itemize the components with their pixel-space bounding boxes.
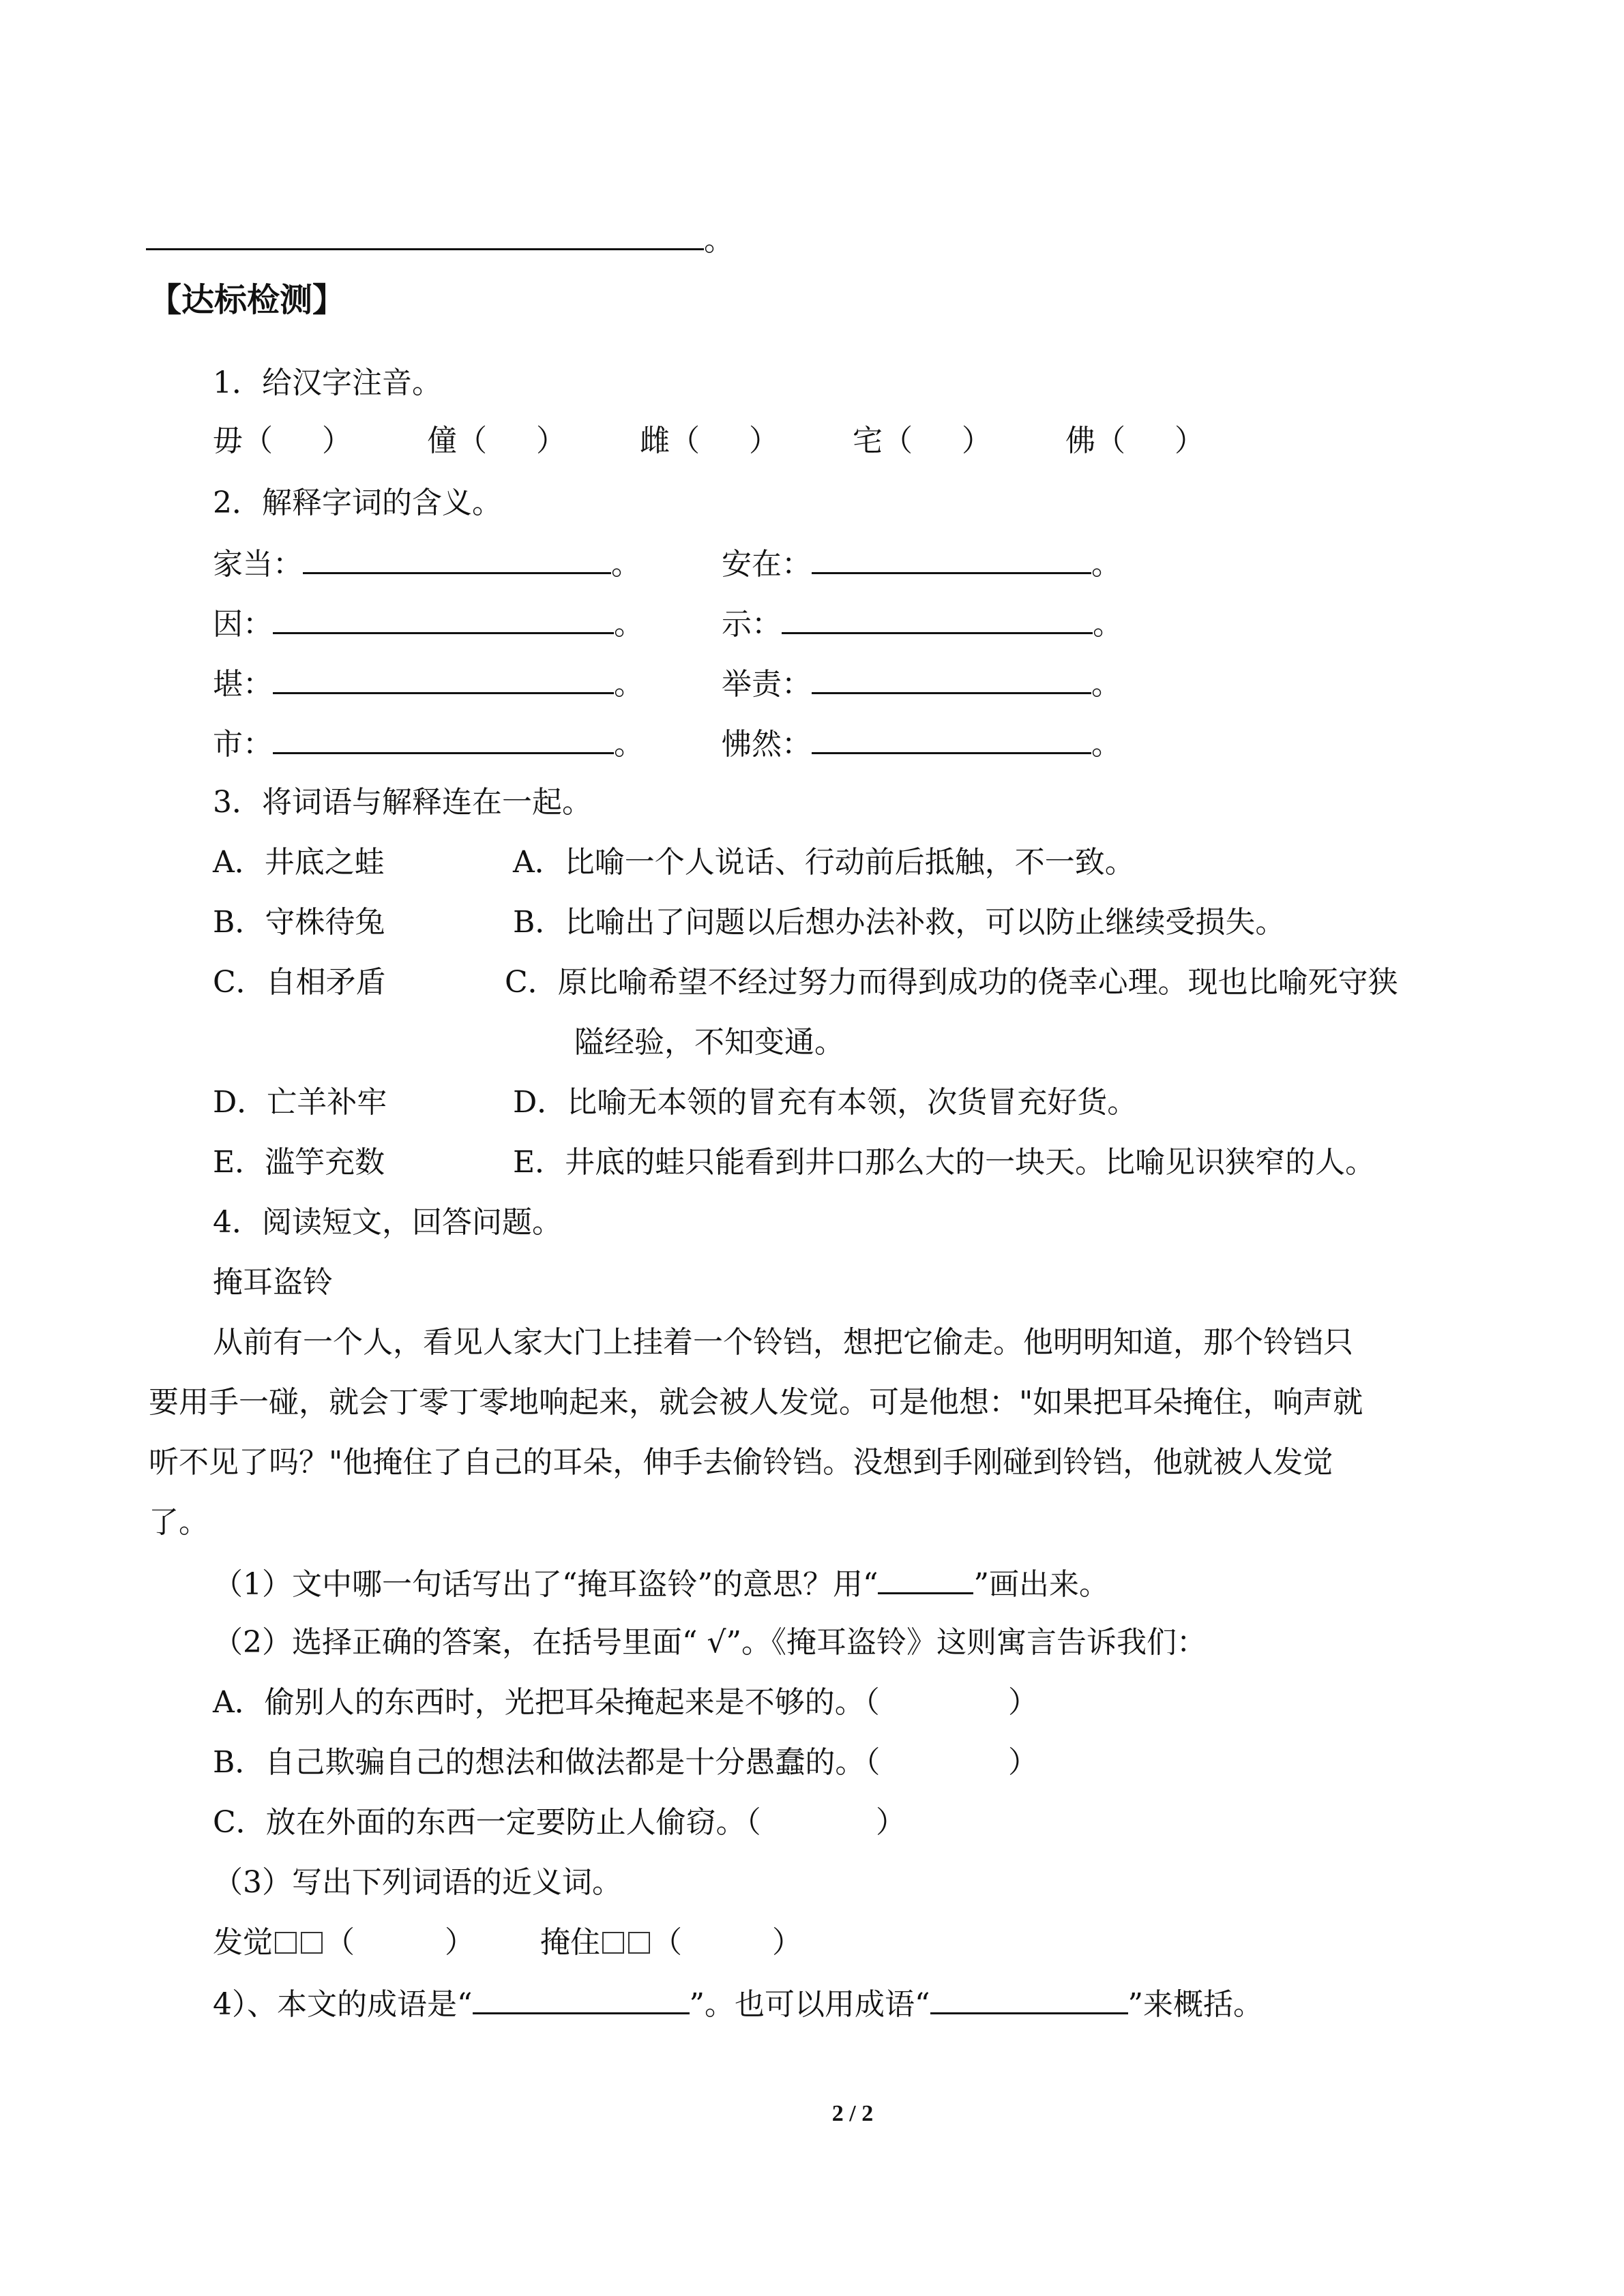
q1-item: 雌（ [640,423,700,458]
synonym-close: ） [445,1925,475,1960]
blank[interactable] [303,542,611,574]
q4-option-close: ） [876,1805,906,1840]
q1-prompt: 1．给汉字注音。 [213,366,442,400]
q1-item: 毋（ [213,423,273,458]
blank[interactable] [878,1562,973,1594]
q2-item: 因： 。 [213,602,644,645]
q4-prompt: 4．阅读短文，回答问题。 [213,1205,562,1240]
q3-term: D．亡羊补牢 [213,1085,387,1120]
q4-sub3: （3）写出下列词语的近义词。 [213,1865,622,1900]
q1-close: ） [322,423,352,458]
answer-box[interactable] [275,1932,297,1954]
answer-box[interactable] [301,1932,323,1954]
story-line: 听不见了吗？"他掩住了自己的耳朵，伸手去偷铃铛。没想到手刚碰到铃铛，他就被人发觉 [149,1445,1333,1480]
q3-prompt: 3．将词语与解释连在一起。 [213,785,592,820]
blank[interactable] [782,602,1093,634]
q3-definition-cont: 隘经验，不知变通。 [574,1025,844,1060]
synonym-item: 发觉 （ [213,1925,355,1960]
synonym-close: ） [772,1925,802,1960]
story-line: 从前有一个人，看见人家大门上挂着一个铃铛，想把它偷走。他明明知道，那个铃铛只 [213,1325,1353,1360]
blank[interactable] [273,722,614,754]
blank[interactable] [273,662,614,694]
q3-term: E．滥竽充数 [213,1145,385,1180]
blank[interactable] [812,542,1091,574]
q1-item: 宅（ [853,423,913,458]
q3-definition: E．井底的蛙只能看到井口那么大的一块天。比喻见识狭窄的人。 [513,1145,1376,1180]
q4-option-close: ） [1008,1685,1038,1720]
blank[interactable] [812,662,1091,694]
q4-sub4: 4）、本文的成语是“ ”。也可以用成语“ ”来概括。 [213,1982,1263,2025]
story-title: 掩耳盗铃 [213,1265,333,1300]
blank[interactable] [146,218,704,250]
q4-sub2: （2）选择正确的答案，在括号里面“ √”。《掩耳盗铃》这则寓言告诉我们： [213,1625,1207,1660]
answer-line: 。 [146,218,734,261]
q2-item: 示： 。 [722,602,1123,645]
q2-item: 堪： 。 [213,662,644,705]
q2-item: 市： 。 [213,722,644,765]
q1-close: ） [962,423,992,458]
q4-sub1: （1）文中哪一句话写出了“掩耳盗铃”的意思？用“ ”画出来。 [213,1562,1109,1605]
blank[interactable] [273,602,614,634]
blank[interactable] [812,722,1091,754]
page-number: 2 / 2 [831,2101,874,2126]
q4-option: A．偷别人的东西时，光把耳朵掩起来是不够的。（ [213,1685,880,1720]
answer-box[interactable] [602,1932,624,1954]
q1-close: ） [536,423,566,458]
q2-prompt: 2．解释字词的含义。 [213,486,502,520]
blank[interactable] [473,1982,690,2014]
q4-option: B．自己欺骗自己的想法和做法都是十分愚蠢的。（ [213,1745,881,1780]
story-line: 了。 [149,1505,209,1540]
section-title: 【达标检测】 [149,281,346,319]
q2-item: 安在： 。 [722,542,1121,585]
blank[interactable] [930,1982,1128,2014]
q3-definition: A．比喻一个人说话、行动前后抵触，不一致。 [513,845,1135,880]
story-line: 要用手一碰，就会丁零丁零地响起来，就会被人发觉。可是他想："如果把耳朵掩住，响声就 [149,1385,1363,1420]
q1-item: 僮（ [427,423,487,458]
q4-option: C．放在外面的东西一定要防止人偷窃。（ [213,1805,761,1840]
q1-close: ） [749,423,779,458]
q1-item: 佛（ [1065,423,1125,458]
q3-term: B．守株待兔 [213,905,385,940]
synonym-item: 掩住 （ [540,1925,682,1960]
q2-item: 家当： 。 [213,542,641,585]
q2-item: 怫然： 。 [722,722,1121,765]
q3-definition: B．比喻出了问题以后想办法补救，可以防止继续受损失。 [513,905,1286,940]
q3-term: A．井底之蛙 [213,845,385,880]
q4-option-close: ） [1008,1745,1038,1780]
q3-definition: C．原比喻希望不经过努力而得到成功的侥幸心理。现也比喻死守狭 [505,965,1398,1000]
answer-box[interactable] [628,1932,650,1954]
q3-term: C．自相矛盾 [213,965,386,1000]
q1-close: ） [1175,423,1205,458]
q2-item: 举责： 。 [722,662,1121,705]
q3-definition: D．比喻无本领的冒充有本领，次货冒充好货。 [513,1085,1138,1120]
